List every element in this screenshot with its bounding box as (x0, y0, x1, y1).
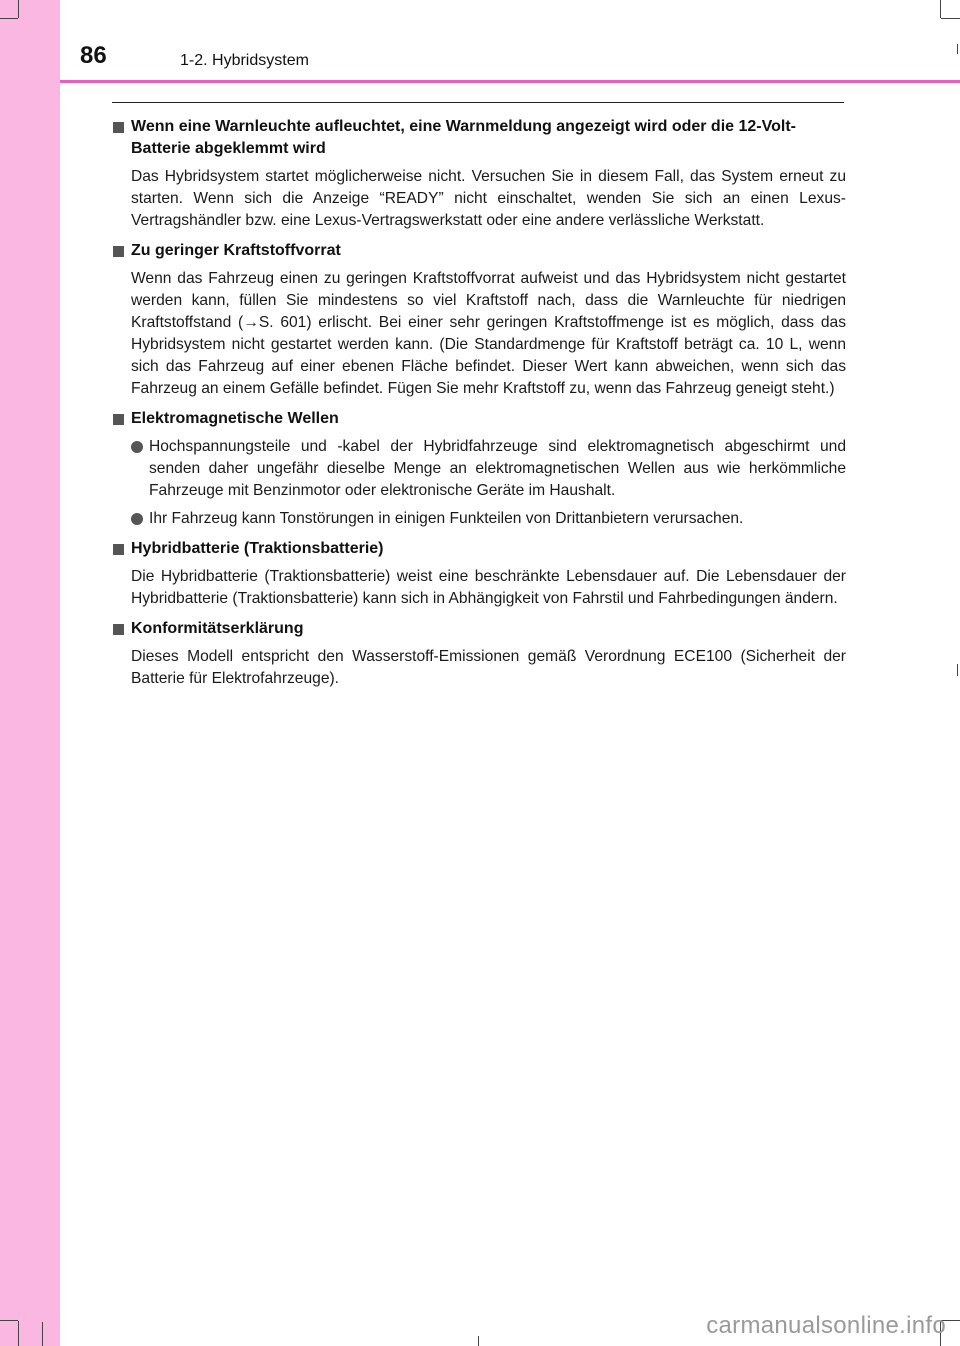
section-low-fuel (112, 240, 846, 400)
square-bullet-icon (113, 624, 124, 635)
section-body: Dieses Modell entspricht den Wasserstoff-Emissionen gemäß Verordnung ECE100 (Sicherheit der Batterie für Elektrofahrzeuge). (131, 648, 846, 687)
square-bullet-icon (113, 122, 124, 133)
list-item-text: Ihr Fahrzeug kann Tonstörungen in einigen Funkteilen von Drittanbietern verursachen. (149, 510, 744, 527)
section-heading (112, 240, 846, 262)
crop-mark (0, 1320, 18, 1321)
section-heading (112, 116, 846, 160)
crop-mark (18, 0, 19, 18)
crop-mark (941, 18, 960, 19)
crop-mark (957, 664, 958, 676)
section-heading-text: Zu geringer Kraftstoffvorrat (131, 242, 341, 259)
square-bullet-icon (113, 246, 124, 257)
section-heading (112, 408, 846, 430)
section-heading (112, 618, 846, 640)
crop-mark (42, 1322, 43, 1346)
section-heading (112, 538, 846, 560)
crop-mark (0, 18, 18, 19)
list-item-text: Hochspannungsteile und -kabel der Hybridfahrzeuge sind elektromagnetisch abgeschirmt und senden daher ungefähr dieselbe Menge an elektromagnetischen Wellen aus wie herkömmliche Fahrzeuge mit Benzinmotor oder elektronische Geräte im Haushalt. (149, 438, 846, 499)
section-hybrid-battery (112, 538, 846, 610)
crop-mark (940, 0, 941, 18)
section-heading-text: Hybridbatterie (Traktionsbatterie) (131, 540, 384, 557)
circle-bullet-icon (131, 513, 143, 525)
square-bullet-icon (113, 414, 124, 425)
section-body: Wenn das Fahrzeug einen zu geringen Kraftstoffvorrat aufweist und das Hybridsystem nicht gestartet werden kann, füllen Sie mindestens so viel Kraftstoff nach, dass die Warnleuchte für niedrigen Kraftstoffstand (→S. 601) erlischt. Bei einer sehr geringen Kraftstoffmenge ist es möglich, dass das Hybridsystem nicht gestartet werden kann. (Die Standardmenge für Kraftstoff beträgt ca. 10 L, wenn sich das Fahrzeug auf einer ebenen Fläche befindet. Dieser Wert kann abweichen, wenn sich das Fahrzeug an einem Gefälle befindet. Fügen Sie mehr Kraftstoff zu, wenn das Fahrzeug geneigt steht.) (131, 270, 846, 397)
section-electromagnetic-waves (112, 408, 846, 530)
list-item (131, 436, 846, 502)
content-top-rule (112, 102, 844, 103)
page-number: 86 (80, 42, 107, 69)
section-body: Die Hybridbatterie (Traktionsbatterie) weist eine beschränkte Lebensdauer auf. Die Lebensdauer der Hybridbatterie (Traktionsbatterie) kann sich in Abhängigkeit von Fahrstil und Fahrbedingungen ändern. (131, 568, 846, 607)
main-content (112, 116, 846, 698)
section-heading-text: Wenn eine Warnleuchte aufleuchtet, eine Warnmeldung angezeigt wird oder die 12-Volt-Batterie abgeklemmt wird (131, 118, 796, 157)
chapter-title: 1-2. Hybridsystem (180, 52, 309, 69)
circle-bullet-icon (131, 441, 143, 453)
section-heading-text: Konformitätserklärung (131, 620, 304, 637)
side-band (0, 0, 60, 1346)
section-warning-light (112, 116, 846, 232)
watermark: carmanualsonline.info (706, 1312, 946, 1339)
crop-mark (478, 1336, 479, 1346)
crop-mark (957, 44, 958, 54)
header-rule (60, 80, 960, 83)
square-bullet-icon (113, 544, 124, 555)
crop-mark (18, 1321, 19, 1346)
list-item (131, 508, 846, 530)
section-conformity (112, 618, 846, 690)
section-heading-text: Elektromagnetische Wellen (131, 410, 339, 427)
section-body: Das Hybridsystem startet möglicherweise nicht. Versuchen Sie in diesem Fall, das System erneut zu starten. Wenn sich die Anzeige “READY” nicht einschaltet, wenden Sie sich an einen Lexus-Vertragshändler bzw. eine Lexus-Vertragswerkstatt oder eine andere verlässliche Werkstatt. (131, 168, 846, 229)
